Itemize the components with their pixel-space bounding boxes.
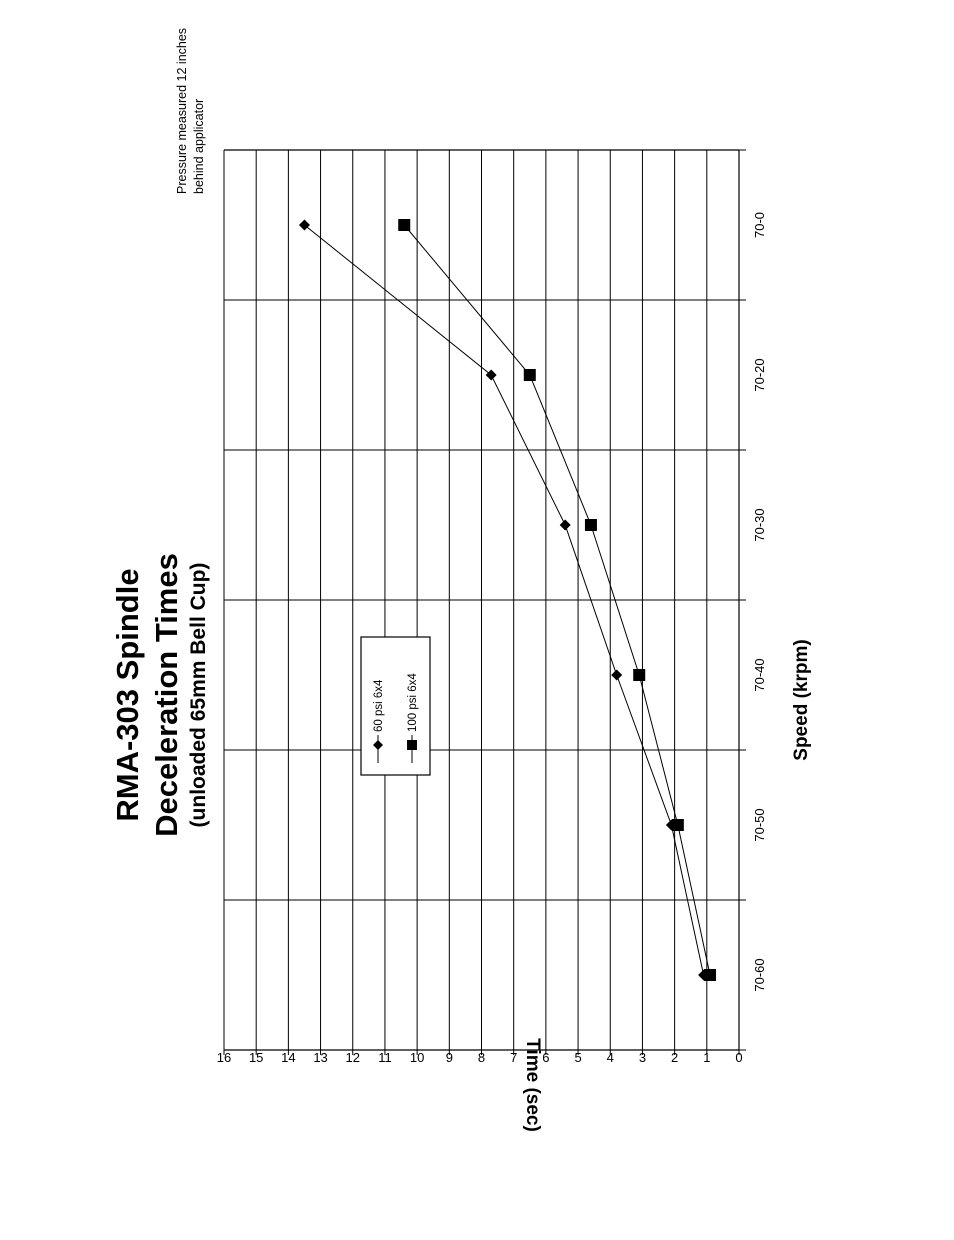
chart-subtitle-line2: (unloaded 65mm Bell Cup) bbox=[187, 562, 210, 828]
x-axis-label: Speed (krpm) bbox=[791, 639, 812, 761]
y-tick-label: 0 bbox=[735, 1050, 743, 1065]
y-tick-label: 2 bbox=[671, 1050, 679, 1065]
x-tick-label: 70-50 bbox=[752, 808, 767, 842]
y-tick-labels bbox=[217, 1050, 743, 1065]
y-tick-label: 3 bbox=[638, 1050, 647, 1065]
y-tick-label: 13 bbox=[313, 1050, 328, 1065]
x-tick-label: 70-0 bbox=[752, 211, 767, 239]
legend bbox=[361, 637, 430, 775]
annotation-line1: Pressure measured 12 inches bbox=[175, 27, 189, 194]
chart-title: RMA-303 Spindle bbox=[110, 568, 145, 822]
data-point-square bbox=[585, 519, 597, 531]
legend-box bbox=[361, 637, 430, 775]
data-point-square bbox=[398, 219, 410, 231]
chart-subtitle-line1: Deceleration Times bbox=[149, 553, 184, 837]
y-tick-label: 8 bbox=[477, 1050, 486, 1065]
x-tick-label: 70-20 bbox=[752, 358, 767, 392]
x-tick-label: 70-30 bbox=[752, 508, 767, 542]
y-tick-label: 11 bbox=[378, 1050, 392, 1065]
y-tick-label: 6 bbox=[542, 1050, 550, 1065]
y-tick-label: 7 bbox=[510, 1050, 518, 1065]
data-point-square bbox=[633, 669, 645, 681]
y-tick-label: 14 bbox=[281, 1050, 296, 1065]
y-axis-label: Time (sec) bbox=[522, 1038, 543, 1132]
data-point-diamond bbox=[299, 220, 310, 231]
data-point-diamond bbox=[486, 370, 497, 381]
data-point-square bbox=[704, 969, 716, 981]
y-tick-label: 5 bbox=[574, 1050, 582, 1065]
y-tick-label: 16 bbox=[216, 1050, 232, 1065]
x-tick-labels bbox=[752, 212, 767, 992]
annotation-line2: behind applicator bbox=[192, 98, 206, 194]
y-tick-label: 12 bbox=[345, 1050, 360, 1065]
x-tick-label: 70-40 bbox=[752, 658, 767, 692]
y-tick-label: 4 bbox=[606, 1050, 614, 1065]
legend-marker-square bbox=[407, 740, 417, 750]
data-point-square bbox=[672, 819, 684, 831]
legend-label-series-1: 60 psi 6x4 bbox=[373, 679, 385, 732]
data-point-square bbox=[524, 369, 536, 381]
y-tick-label: 15 bbox=[248, 1050, 264, 1065]
data-point-diamond bbox=[560, 520, 571, 531]
y-tick-label: 10 bbox=[409, 1050, 425, 1065]
plot-frame bbox=[224, 150, 746, 1055]
x-tick-label: 70-60 bbox=[752, 958, 767, 992]
y-tick-label: 1 bbox=[703, 1050, 711, 1065]
data-point-diamond bbox=[611, 670, 622, 681]
legend-label-series-2: 100 psi 6x4 bbox=[407, 673, 419, 732]
y-tick-label: 9 bbox=[445, 1050, 453, 1065]
